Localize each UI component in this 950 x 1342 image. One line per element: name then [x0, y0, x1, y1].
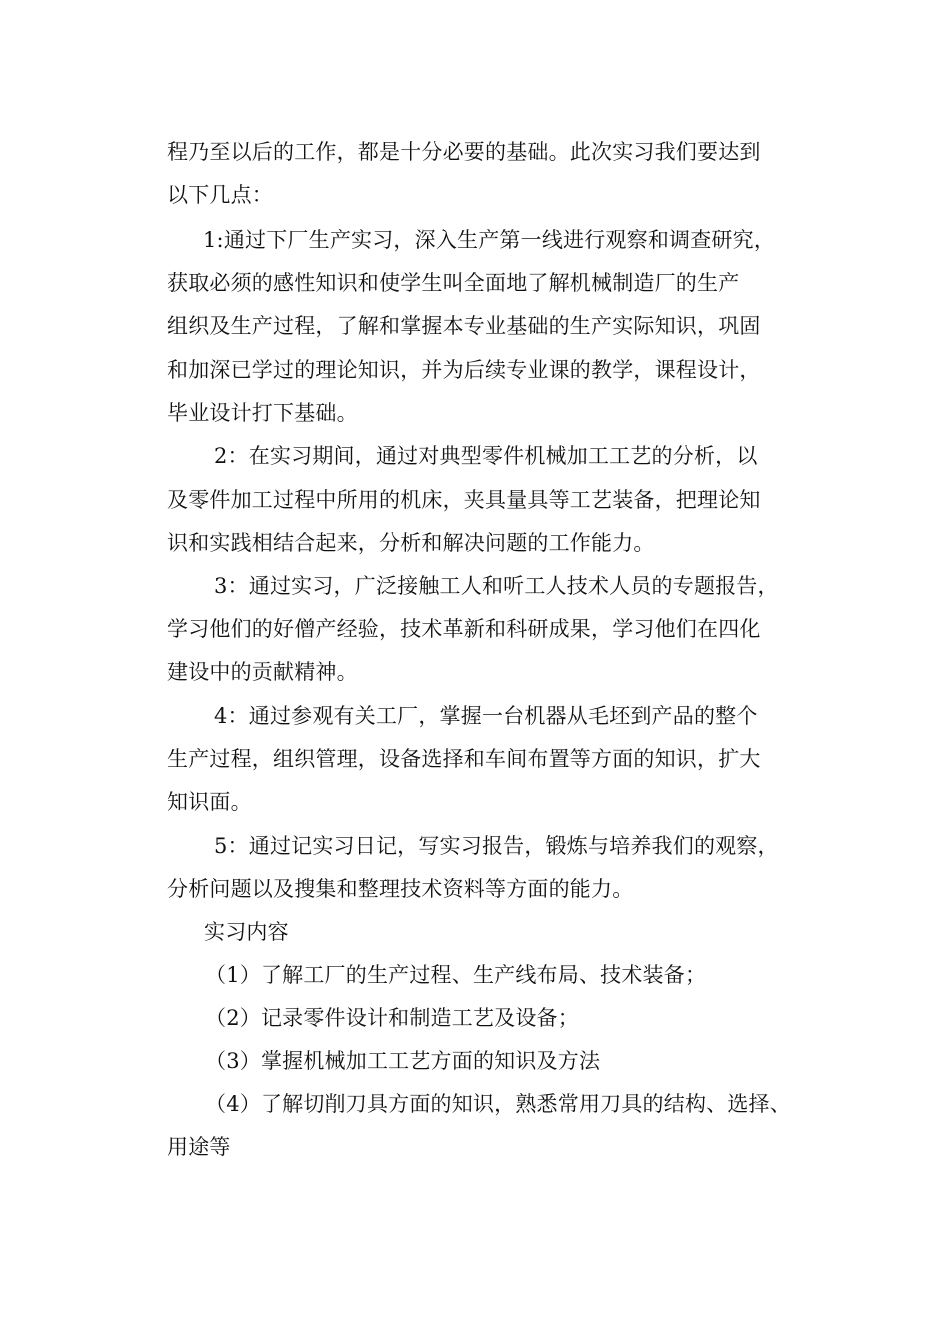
text-line-17: 5：通过记实习日记，写实习报告，锻炼与培养我们的观察， [214, 834, 779, 858]
text-line-8: 2：在实习期间，通过对典型零件机械加工工艺的分析，以 [214, 444, 758, 468]
text-line-2: 以下几点： [167, 183, 273, 207]
text-line-20: （1）了解工厂的生产过程、生产线布局、技术装备； [205, 963, 707, 987]
text-line-10: 识和实践相结合起来，分析和解决问题的工作能力。 [167, 531, 655, 555]
text-line-15: 生产过程，组织管理，设备选择和车间布置等方面的知识，扩大 [167, 747, 761, 771]
text-line-9: 及零件加工过程中所用的机床，夹具量具等工艺装备，把理论知 [167, 488, 761, 512]
text-line-7: 毕业设计打下基础。 [167, 401, 358, 425]
text-line-5: 组织及生产过程，了解和掌握本专业基础的生产实际知识，巩固 [167, 314, 761, 338]
text-line-14: 4：通过参观有关工厂，掌握一台机器从毛坯到产品的整个 [214, 704, 758, 728]
text-line-21: （2）记录零件设计和制造工艺及设备； [205, 1006, 579, 1030]
text-line-24: 用途等 [167, 1135, 231, 1159]
text-line-13: 建设中的贡献精神。 [167, 660, 358, 684]
text-line-16: 知识面。 [167, 790, 252, 814]
text-line-1: 程乃至以后的工作，都是十分必要的基础。此次实习我们要达到 [167, 140, 761, 164]
text-line-22: （3）掌握机械加工工艺方面的知识及方法 [205, 1049, 601, 1073]
text-line-11: 3：通过实习，广泛接触工人和听工人技术人员的专题报告， [214, 574, 779, 598]
section-heading-internship-content: 实习内容 [204, 920, 289, 944]
text-line-12: 学习他们的好僧产经验，技术革新和科研成果，学习他们在四化 [167, 617, 761, 641]
text-line-23: （4）了解切削刀具方面的知识，熟悉常用刀具的结构、选择、 [205, 1092, 791, 1116]
text-line-6: 和加深已学过的理论知识，并为后续专业课的教学，课程设计， [167, 358, 761, 382]
text-line-18: 分析问题以及搜集和整理技术资料等方面的能力。 [167, 877, 634, 901]
text-line-4: 获取必须的感性知识和使学生叫全面地了解机械制造厂的生产 [167, 271, 740, 295]
text-line-3: 1:通过下厂生产实习，深入生产第一线进行观察和调查研究， [203, 228, 776, 252]
